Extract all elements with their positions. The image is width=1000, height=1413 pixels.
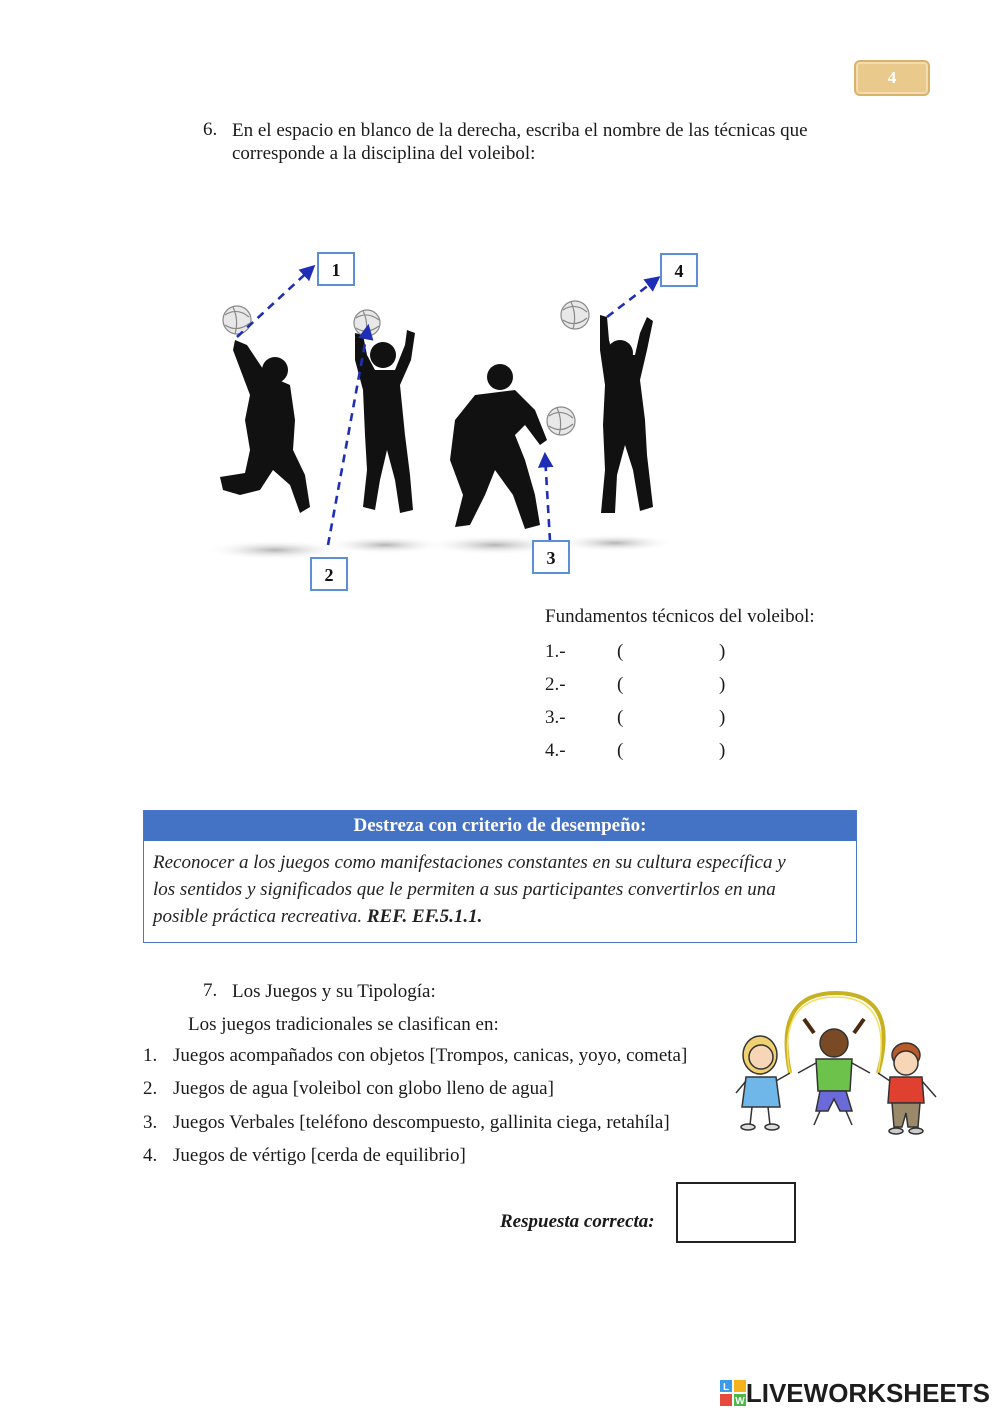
open-paren: ( bbox=[617, 740, 624, 761]
question-6-number: 6. bbox=[203, 119, 218, 140]
fundamento-number: 4.- bbox=[545, 740, 566, 761]
list-item-number: 4. bbox=[143, 1145, 158, 1166]
figure-label-4 bbox=[661, 254, 697, 286]
kid-middle bbox=[798, 1019, 870, 1125]
question-7-number: 7. bbox=[203, 980, 218, 1001]
answer-label: Respuesta correcta: bbox=[500, 1211, 655, 1232]
destreza-title: Destreza con criterio de desempeño: bbox=[144, 811, 856, 841]
answer-input-box[interactable] bbox=[676, 1182, 796, 1243]
open-paren: ( bbox=[617, 707, 624, 728]
fundamento-number: 2.- bbox=[545, 674, 566, 695]
fundamento-row-1[interactable] bbox=[545, 641, 845, 667]
page-number-badge: 4 bbox=[854, 60, 930, 96]
svg-text:L: L bbox=[722, 1382, 729, 1393]
close-paren: ) bbox=[719, 641, 726, 662]
figure-label-2 bbox=[311, 558, 347, 590]
destreza-line-3-text: posible práctica recreativa. bbox=[153, 906, 363, 927]
list-item-text: Juegos de agua [voleibol con globo lleno de agua] bbox=[173, 1078, 554, 1099]
svg-text:2: 2 bbox=[324, 565, 334, 585]
close-paren: ) bbox=[719, 674, 726, 695]
destreza-body bbox=[144, 841, 856, 930]
fundamento-number: 3.- bbox=[545, 707, 566, 728]
arrow-1 bbox=[237, 267, 313, 337]
volleyball-techniques-figure bbox=[195, 245, 715, 595]
open-paren: ( bbox=[617, 641, 624, 662]
player-4-silhouette bbox=[600, 315, 653, 513]
destreza-line-3 bbox=[153, 903, 847, 930]
question-7-intro: Los juegos tradicionales se clasifican en: bbox=[188, 1014, 499, 1035]
kid-left bbox=[736, 1036, 790, 1130]
svg-text:W: W bbox=[735, 1396, 745, 1406]
liveworksheets-wordmark: LIVEWORKSHEETS bbox=[745, 1377, 990, 1408]
kids-jump-rope-illustration bbox=[728, 985, 943, 1140]
open-paren: ( bbox=[617, 674, 624, 695]
destreza-box bbox=[143, 810, 857, 943]
fundamento-number: 1.- bbox=[545, 641, 566, 662]
svg-text:3: 3 bbox=[546, 548, 556, 568]
volleyball-3 bbox=[547, 407, 575, 435]
list-item-number: 2. bbox=[143, 1078, 158, 1099]
destreza-line-1: Reconocer a los juegos como manifestaciones constantes en su cultura específica y bbox=[153, 852, 786, 873]
svg-text:1: 1 bbox=[331, 260, 341, 280]
list-item-number: 3. bbox=[143, 1112, 158, 1133]
player-1-silhouette bbox=[220, 340, 310, 513]
list-item-text: Juegos de vértigo [cerda de equilibrio] bbox=[173, 1145, 466, 1166]
fundamento-row-2[interactable] bbox=[545, 674, 845, 700]
list-item-text: Juegos acompañados con objetos [Trompos, canicas, yoyo, cometa] bbox=[173, 1045, 688, 1066]
kid-right bbox=[878, 1043, 936, 1134]
arrow-3 bbox=[545, 455, 550, 541]
fundamento-row-3[interactable] bbox=[545, 707, 845, 733]
liveworksheets-logo-icon bbox=[720, 1380, 746, 1406]
volleyball-4 bbox=[561, 301, 589, 329]
destreza-ref: REF. EF.5.1.1. bbox=[366, 906, 483, 927]
close-paren: ) bbox=[719, 707, 726, 728]
question-6-line-2: corresponde a la disciplina del voleibol: bbox=[232, 143, 536, 164]
floor-shadows bbox=[205, 534, 675, 560]
liveworksheets-brand bbox=[720, 1378, 990, 1408]
figure-label-3 bbox=[533, 541, 569, 573]
close-paren: ) bbox=[719, 740, 726, 761]
fundamentos-title: Fundamentos técnicos del voleibol: bbox=[545, 606, 815, 627]
volleyball-1 bbox=[223, 306, 251, 334]
list-item-number: 1. bbox=[143, 1045, 158, 1066]
arrow-2 bbox=[328, 327, 368, 545]
player-2-silhouette bbox=[355, 330, 415, 513]
fundamento-row-4[interactable] bbox=[545, 740, 845, 766]
question-7-title: Los Juegos y su Tipología: bbox=[232, 981, 436, 1002]
arrow-4 bbox=[607, 278, 658, 317]
question-6-line-1: En el espacio en blanco de la derecha, escriba el nombre de las técnicas que bbox=[232, 120, 808, 141]
destreza-line-2: los sentidos y significados que le permiten a sus participantes convertirlos en una bbox=[153, 879, 776, 900]
list-item-text: Juegos Verbales [teléfono descompuesto, gallinita ciega, retahíla] bbox=[173, 1112, 670, 1133]
figure-label-1 bbox=[318, 253, 354, 285]
player-3-silhouette bbox=[450, 364, 547, 529]
svg-text:4: 4 bbox=[674, 261, 684, 281]
